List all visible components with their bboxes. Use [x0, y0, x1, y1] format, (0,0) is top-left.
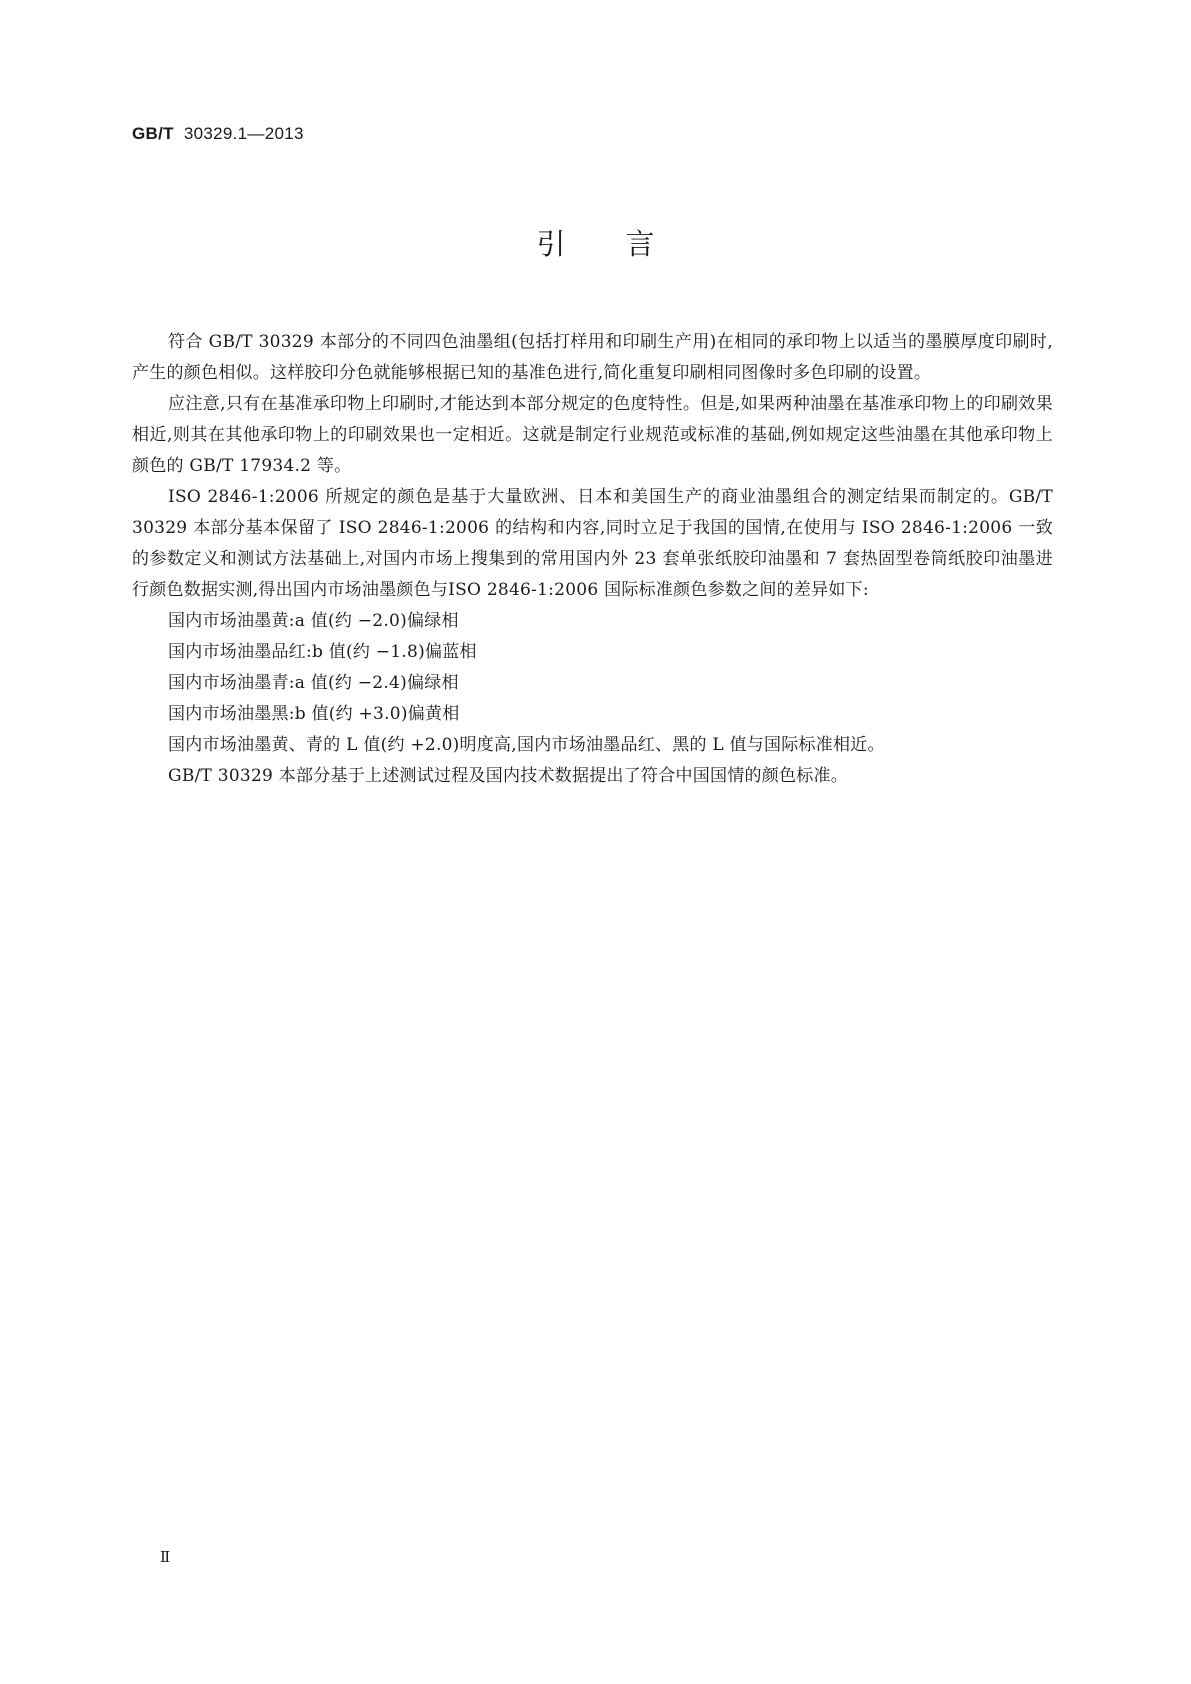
paragraph-1: 符合 GB/T 30329 本部分的不同四色油墨组(包括打样用和印刷生产用)在相同的承印物上以适当的墨膜厚度印刷时,产生的颜色相似。这样胶印分色就能够根据已知的基准色进行,简化重复印刷相同图像时多色印刷的设置。 — [132, 332, 1053, 383]
paragraph-2: 应注意,只有在基准承印物上印刷时,才能达到本部分规定的色度特性。但是,如果两种油墨在基准承印物上的印刷效果相近,则其在其他承印物上的印刷效果也一定相近。这就是制定行业规范或标准的基础,例如规定这些油墨在其他承印物上颜色的 GB/T 17934.2 等。 — [132, 394, 1053, 476]
paragraph-3: ISO 2846-1:2006 所规定的颜色是基于大量欧洲、日本和美国生产的商业油墨组合的测定结果而制定的。GB/T 30329 本部分基本保留了 ISO 2846-1:2006 的结构和内容,同时立足于我国的国情,在使用与 ISO 2846-1:2006 一致的参数定义和测试方法基础上,对国内市场上搜集到的常用国内外 23 套单张纸胶印油墨和 7 套热固型卷筒纸胶印油墨进行颜色数据实测,得出国内市场油墨颜色与ISO 2846-1:2006 国际标准颜色参数之间的差异如下: — [132, 487, 1053, 600]
difference-yellow: 国内市场油墨黄:a 值(约 −2.0)偏绿相 — [168, 611, 459, 631]
conclusion-paragraph: GB/T 30329 本部分基于上述测试过程及国内技术数据提出了符合中国国情的颜色标准。 — [168, 766, 849, 786]
standard-number — [132, 124, 304, 144]
page-title: 引言 — [536, 227, 715, 261]
difference-black: 国内市场油墨黑:b 值(约 +3.0)偏黄相 — [168, 704, 460, 724]
standard-code-prefix: GB/T — [132, 124, 174, 143]
document-body — [132, 327, 1053, 792]
difference-lightness: 国内市场油墨黄、青的 L 值(约 +2.0)明度高,国内市场油墨品红、黑的 L 值与国际标准相近。 — [168, 735, 885, 755]
difference-cyan: 国内市场油墨青:a 值(约 −2.4)偏绿相 — [168, 673, 459, 693]
difference-magenta: 国内市场油墨品红:b 值(约 −1.8)偏蓝相 — [168, 642, 477, 662]
page-number: Ⅱ — [160, 1548, 171, 1566]
standard-code-number: 30329.1—2013 — [183, 124, 304, 143]
